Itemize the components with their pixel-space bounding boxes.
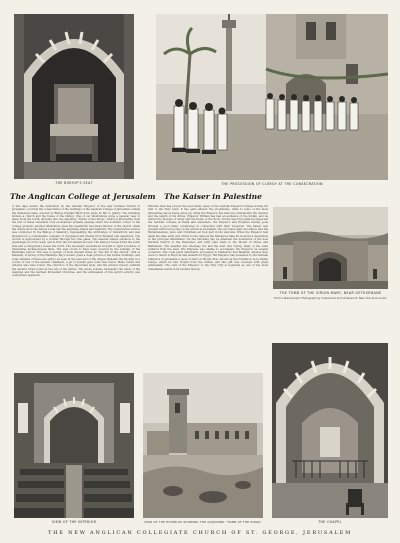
right-heading: The Kaiser in Palestine <box>164 192 262 201</box>
chapel-caption: THE CHAPEL <box>318 520 342 524</box>
exterior-caption: VIEW OF THE EXTERIOR SHOWING THE ADJOINING "TOMB OF THE KINGS" <box>144 520 262 524</box>
photo-credit: From a Stereoscopic Photograph by Underwood and Underwood, New York and London <box>274 297 387 300</box>
right-article-text: Extreme heat has proved the most likely cause of the German Emperor's illness during his visit to the Holy Land. It has quite altered the programme, visits to some of the most interesting places being given up, while the Emperor has reduced considerably the number and the length of his drives. Emperor William has had an audience of the Sultan, and he visited the mosque of Omar and the Dome of the Rock. On his way from Jaffa he inspected the German colonies at Haifa and elsewhere, the Emperor and Empress having gone through a good many ceremonies in connection with their reception. The Kaiser was greeted with much pomp on his arrival at Jerusalem, the city being gaily decorated, and the Mohammedans, Jews, and Christians all took part in the welcome. When the Emperor had made his state entry and driven to the camp at the Damascus Gate he received a deputation of the principal inhabitants. On the following day he attended the dedication of the new German Church of the Redeemer, and later paid visits to the Mount of Olives and Bethlehem. The weather was intensely hot and the dust very trying; many of the suite suffered from the heat. The Empress was unable to accompany the Emperor on several occasions. The royal party afterwards proceeded to Damascus and Baalbek, whence they were to return to Beyrout and embark for Egypt. The Emperor has presented to the German Catholics of Jerusalem a piece of land on Mount Zion, known as the Dormition de la Sainte Vierge, which he had bought from the Sultan, and this gift was received with great enthusiasm. The visit of the Emperor to the Holy City is regarded as one of the most remarkable events in its modern history. <box>148 205 268 271</box>
exterior-photo <box>143 373 263 518</box>
bishops-seat-photo <box>14 14 134 179</box>
interior-caption: VIEW OF THE INTERIOR <box>51 520 97 524</box>
tomb-photo <box>273 207 388 289</box>
bishops-seat-caption: THE BISHOP'S SEAT <box>55 181 93 185</box>
left-heading: The Anglican College at Jerusalem <box>10 192 156 201</box>
procession-caption: THE PROCESSION OF CLERGY AT THE CONSECRATION <box>221 182 323 186</box>
tomb-caption: THE TOMB OF THE VIRGIN MARY, NEAR GETHSEMANE <box>279 291 382 295</box>
page-footer-title: THE NEW ANGLICAN COLLEGIATE CHURCH OF ST. GEORGE, JERUSALEM <box>47 530 353 536</box>
procession-photo <box>156 14 388 180</box>
chapel-photo <box>272 343 388 518</box>
left-article-text: A few days before the dedication by the German Emperor of the new German Church in Jerusalem, occurred the consecration of the buildings of the Anglican College of Jerusalem outside the Damascus Gate, erected by Bishop Popham Blyth from plans by Mr. G. Jeffery. The buildings include a church and the house of the bishop. One of our illustrations gives a general view of these from the north, showing also the adjoining "Tombs of the Kings," which is interesting from the fact of these venerable rock excavations actually passing under the northern corner of the college grounds. Another illustration gives the beautifully decorated interior of the church, while the others show the bishop's seat and the adjoining chapel and baptistry. The consecration service was conducted by the Bishop of Salisbury, representing the Archbishop of Canterbury, and was attended by a considerable company of clergymen and friends from England and elsewhere. The church is approached by a cloister through two fine gates. The massive walled entrance to the quadrangle is on the west, and is from the old Damascus road. The bishop's house forms the south side and a clergyman's house the north. The necessary excavations brought to light a number of interesting archaeological finds. The east crown to have been covered by the remains of the Byzantine period. The new is spoken of from ancient times as "the hill of the church" (Tell el Keniseh). A survey of the Hamidiye Bey's mosaic gives a clear picture of the former buildings, and some remains of these are still to be seen at the east end of the chapel. Beneath the flooring in a corner of one of the ancient chambers, a jar of Jewish gold coins was found. Many tombs and cisterns also were found. The church is of the Decorated style, and the window tracery exhibits the ancient forms found at the site of the shrine. The whole scheme represents the union of the Anglican and the German Protestant Churches, and the enthusiasm of this spirit's activity was everywhere apparent. <box>12 205 140 278</box>
interior-photo <box>14 373 134 518</box>
